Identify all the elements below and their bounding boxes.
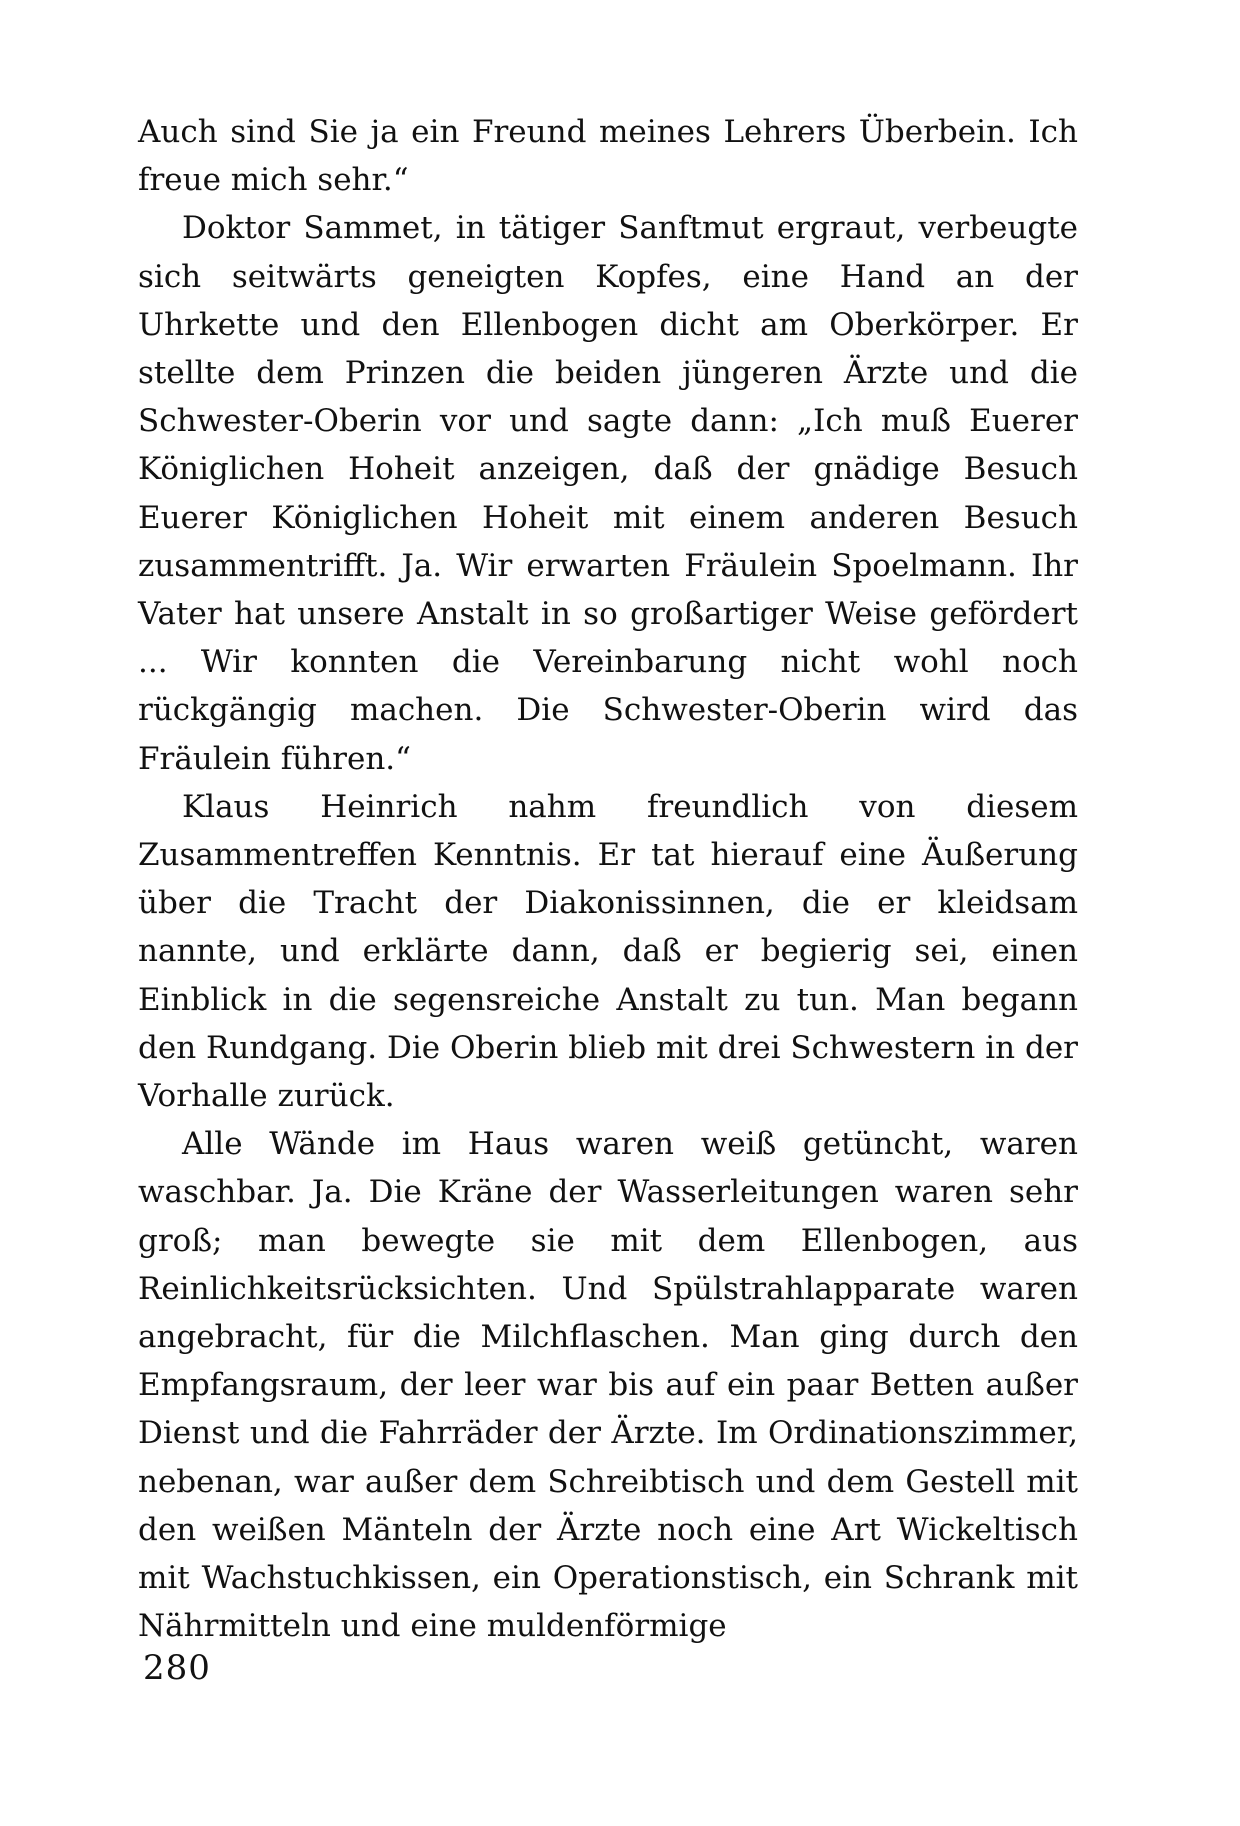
body-text	[138, 108, 1078, 1651]
paragraph-4: Alle Wände im Haus waren weiß getüncht, waren waschbar. Ja. Die Kräne der Wasserleitungen waren sehr groß; man bewegte sie mit dem Ellenbogen, aus Reinlichkeitsrücksichten. Und Spülstrahlapparate waren angebracht, für die Milchflaschen. Man ging durch den Empfangsraum, der leer war bis auf ein paar Betten außer Dienst und die Fahrräder der Ärzte. Im Ordinationszimmer, nebenan, war außer dem Schreibtisch und dem Gestell mit den weißen Mänteln der Ärzte noch eine Art Wickeltisch mit Wachstuchkissen, ein Operationstisch, ein Schrank mit Nährmitteln und eine muldenförmige	[138, 1126, 1078, 1645]
page-number: 280	[143, 1648, 211, 1688]
paragraph-2: Doktor Sammet, in tätiger Sanftmut ergraut, verbeugte sich seitwärts geneigten Kopfes, eine Hand an der Uhrkette und den Ellenbogen dicht am Oberkörper. Er stellte dem Prinzen die beiden jüngeren Ärzte und die Schwester-Oberin vor und sagte dann: „Ich muß Euerer Königlichen Hoheit anzeigen, daß der gnädige Besuch Euerer Königlichen Hoheit mit einem anderen Besuch zusammentrifft. Ja. Wir erwarten Fräulein Spoelmann. Ihr Vater hat unsere Anstalt in so großartiger Weise gefördert ... Wir konnten die Vereinbarung nicht wohl noch rückgängig machen. Die Schwester-Oberin wird das Fräulein führen.“	[138, 210, 1078, 777]
paragraph-3: Klaus Heinrich nahm freundlich von diesem Zusammentreffen Kenntnis. Er tat hierauf eine Äußerung über die Tracht der Diakonissinnen, die er kleidsam nannte, und erklärte dann, daß er begierig sei, einen Einblick in die segensreiche Anstalt zu tun. Man begann den Rundgang. Die Oberin blieb mit drei Schwestern in der Vorhalle zurück.	[138, 788, 1078, 1115]
paragraph-1: Auch sind Sie ja ein Freund meines Lehrers Überbein. Ich freue mich sehr.“	[138, 114, 1078, 199]
